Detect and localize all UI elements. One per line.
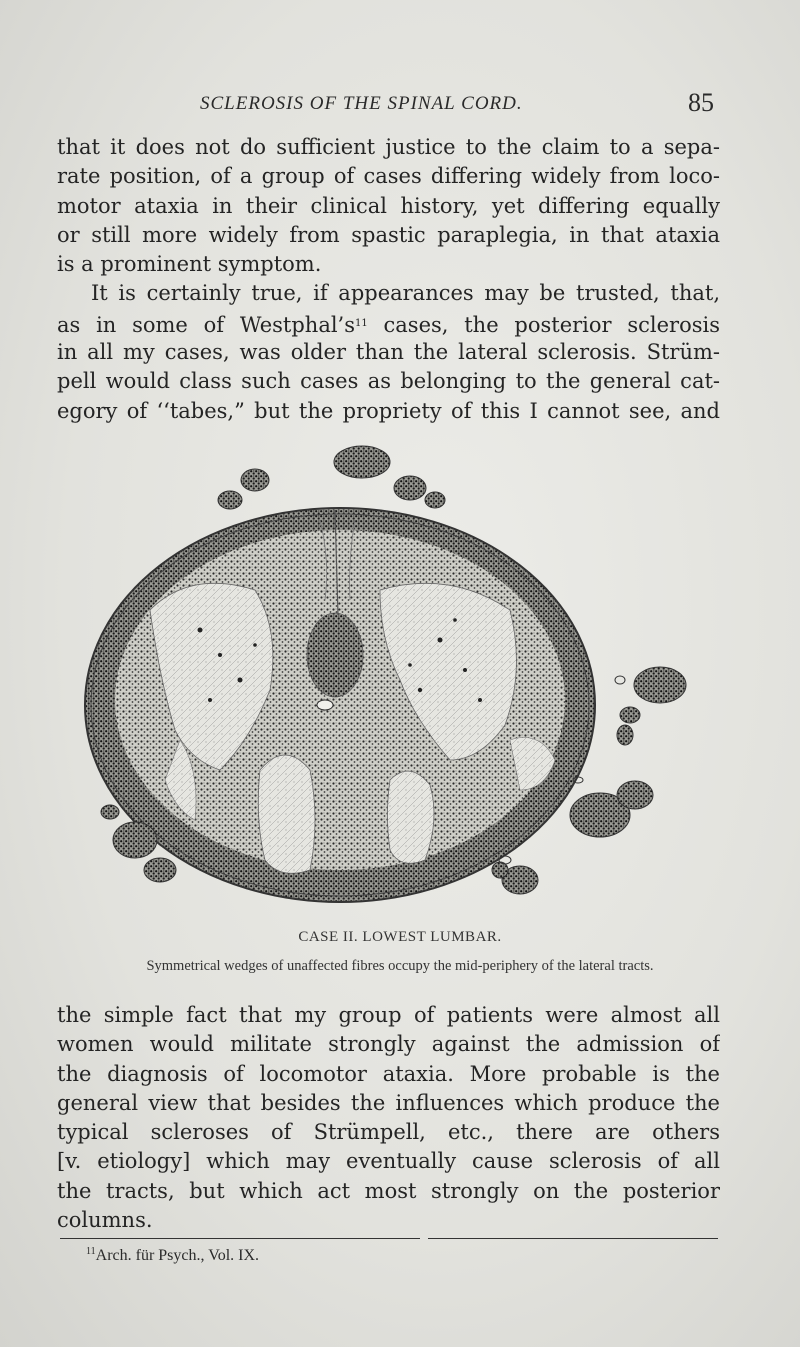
- body-text-bottom: [57, 1001, 720, 1235]
- text-line: rate position, of a group of cases differing widely from loco-: [57, 164, 720, 189]
- footnote-rule-left: [60, 1238, 420, 1239]
- footnote: [86, 1246, 259, 1265]
- text-line: [v. etiology] which may eventually cause sclerosis of all: [57, 1149, 720, 1174]
- figure-caption-text: Symmetrical wedges of unaffected fibres occupy the mid-periphery of the lateral tracts.: [146, 958, 654, 974]
- text-line: the simple fact that my group of patients were almost all: [57, 1003, 720, 1027]
- text-line: columns.: [57, 1208, 153, 1233]
- text-line-with-footnote: [57, 309, 720, 338]
- spinal-cord-cross-section-illustration: [80, 440, 700, 920]
- text-line: It is certainly true, if appearances may be trusted, that,: [91, 281, 720, 306]
- running-title: SCLEROSIS OF THE SPINAL CORD.: [200, 93, 523, 114]
- figure-caption-title: CASE II. LOWEST LUMBAR.: [298, 929, 502, 945]
- text-line: the tracts, but which act most strongly on the posterior: [57, 1178, 720, 1203]
- footnote-rule-right: [428, 1238, 718, 1239]
- text-fragment: cases, the posterior sclerosis: [367, 312, 720, 337]
- page-number: 85: [688, 88, 714, 117]
- text-line: women would militate strongly against the admission of: [57, 1032, 720, 1057]
- text-line: egory of ‘‘tabes,” but the propriety of this I cannot see, and: [57, 398, 720, 423]
- text-line: or still more widely from spastic paraplegia, in that ataxia: [57, 222, 720, 247]
- footnote-reference[interactable]: 11: [355, 317, 368, 329]
- text-line: general view that besides the influences which produce the: [57, 1090, 720, 1115]
- text-line: that it does not do sufficient justice to the claim to a sepa-: [57, 135, 720, 159]
- footnote-marker: 11: [86, 1246, 96, 1257]
- footnote-text: Arch. für Psych., Vol. IX.: [95, 1247, 260, 1264]
- body-text-top: [57, 133, 720, 426]
- text-fragment: as in some of Westphal’s: [57, 312, 356, 337]
- anterior-wedge-right: [388, 771, 435, 863]
- text-line: the diagnosis of locomotor ataxia. More probable is the: [57, 1061, 720, 1086]
- text-line: typical scleroses of Strümpell, etc., there are others: [57, 1120, 720, 1145]
- anterior-wedge-left: [258, 755, 315, 873]
- text-line: motor ataxia in their clinical history, yet differing equally: [57, 193, 720, 218]
- text-line: is a prominent symptom.: [57, 252, 322, 277]
- text-line: pell would class such cases as belonging to the general cat-: [57, 369, 720, 394]
- text-line: in all my cases, was older than the lateral sclerosis. Strüm-: [57, 340, 720, 365]
